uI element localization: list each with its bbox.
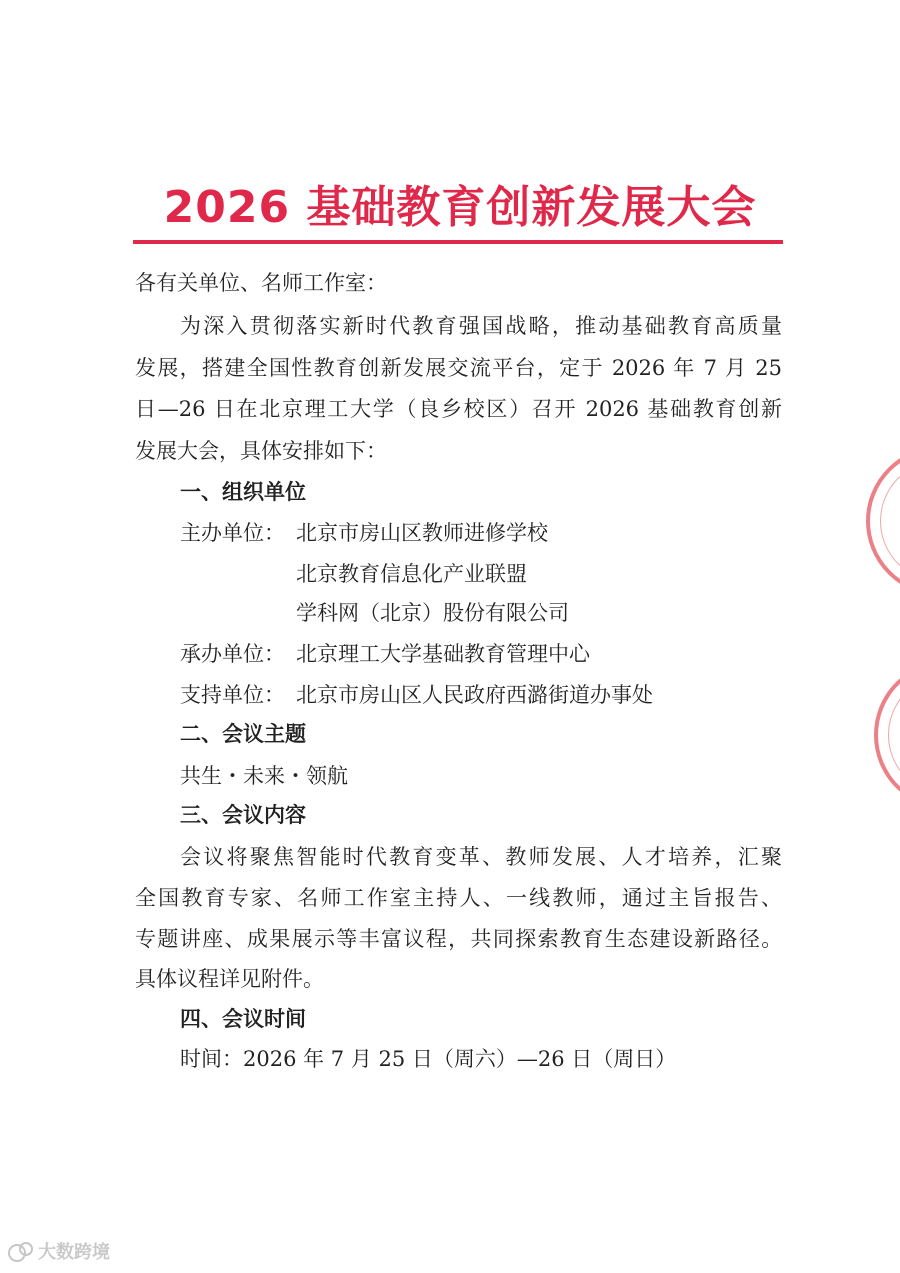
content-line-4: 具体议程详见附件。 <box>135 967 324 991</box>
document-title: 2026 基础教育创新发展大会 <box>163 182 757 233</box>
section-heading-organizers: 一、组织单位 <box>180 480 306 504</box>
watermark-text: 大数跨境 <box>38 1242 110 1263</box>
intro-line-1: 为深入贯彻落实新时代教育强国战略，推动基础教育高质量 <box>180 314 782 338</box>
section-heading-time: 四、会议时间 <box>180 1007 306 1031</box>
red-seal-stamp <box>866 446 900 596</box>
red-seal-stamp-2 <box>874 660 900 810</box>
brand-logo-icon <box>6 1241 32 1261</box>
host-unit-3: 学科网（北京）股份有限公司 <box>296 601 569 625</box>
host-unit-1: 北京市房山区教师进修学校 <box>296 521 548 545</box>
section-heading-theme: 二、会议主题 <box>180 722 306 746</box>
host-label: 主办单位： <box>180 521 285 545</box>
host-unit-2: 北京教育信息化产业联盟 <box>296 562 527 586</box>
intro-line-3: 日—26 日在北京理工大学（良乡校区）召开 2026 基础教育创新 <box>135 397 782 421</box>
organizer-unit: 北京理工大学基础教育管理中心 <box>296 642 590 666</box>
conference-time: 时间：2026 年 7 月 25 日（周六）—26 日（周日） <box>180 1047 677 1071</box>
watermark <box>6 1238 110 1264</box>
support-label: 支持单位： <box>180 683 285 707</box>
section-heading-content: 三、会议内容 <box>180 803 306 827</box>
conference-theme: 共生・未来・领航 <box>180 764 348 788</box>
content-line-2: 全国教育专家、名师工作室主持人、一线教师，通过主旨报告、 <box>135 886 782 910</box>
title-underline <box>133 240 783 244</box>
organizer-label: 承办单位： <box>180 642 285 666</box>
content-line-1: 会议将聚焦智能时代教育变革、教师发展、人才培养，汇聚 <box>180 845 782 869</box>
intro-line-2: 发展，搭建全国性教育创新发展交流平台，定于 2026 年 7 月 25 <box>135 356 782 380</box>
support-unit: 北京市房山区人民政府西潞街道办事处 <box>296 683 653 707</box>
intro-line-4: 发展大会，具体安排如下： <box>135 439 387 463</box>
content-line-3: 专题讲座、成果展示等丰富议程，共同探索教育生态建设新路径。 <box>135 927 782 951</box>
salutation: 各有关单位、名师工作室： <box>135 271 387 295</box>
